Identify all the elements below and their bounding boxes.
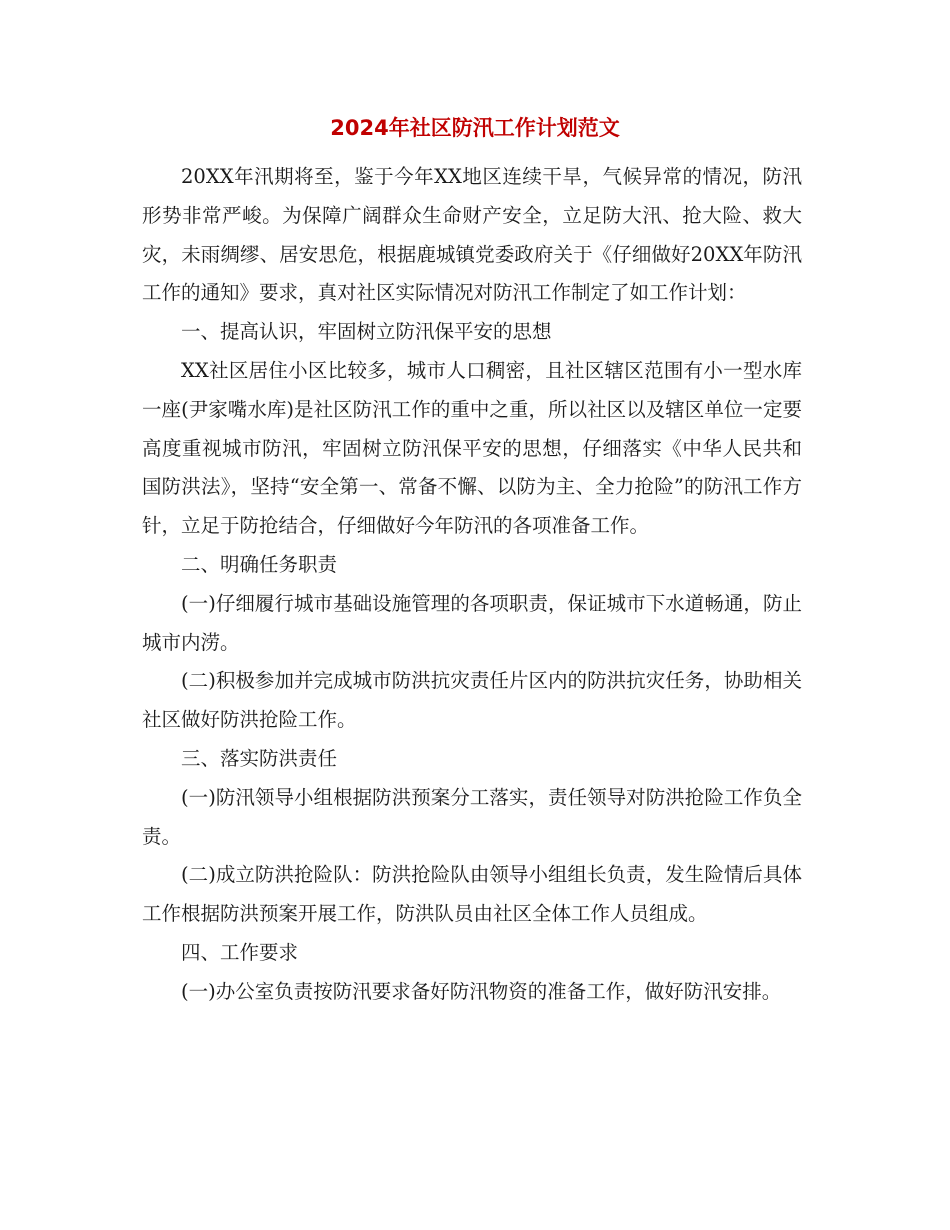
section-heading-3: 三、落实防洪责任: [181, 746, 338, 770]
paragraph-section-2-item-2: (二)积极参加并完成城市防洪抗灾责任片区内的防洪抗灾任务，协助相关社区做好防洪抢险工作。: [142, 669, 802, 732]
paragraph-section-2-item-1: (一)仔细履行城市基础设施管理的各项职责，保证城市下水道畅通，防止城市内涝。: [142, 591, 802, 654]
document-body: [142, 158, 802, 1012]
section-heading-1: 一、提高认识，牢固树立防汛保平安的思想: [181, 320, 552, 344]
section-heading-4: 四、工作要求: [181, 940, 299, 964]
paragraph-section-4-item-1: (一)办公室负责按防汛要求备好防汛物资的准备工作，做好防汛安排。: [181, 979, 782, 1003]
paragraph-section-3-item-1: (一)防汛领导小组根据防洪预案分工落实，责任领导对防洪抢险工作负全责。: [142, 785, 802, 848]
document-title: 2024年社区防汛工作计划范文: [330, 116, 620, 140]
paragraph-section-1: XX社区居住小区比较多，城市人口稠密，且社区辖区范围有小一型水库一座(尹家嘴水库)是社区防汛工作的重中之重，所以社区以及辖区单位一定要高度重视城市防汛，牢固树立防汛保平安的思想，仔细落实《中华人民共和国防洪法》，坚持“安全第一、常备不懈、以防为主、全力抢险”的防汛工作方针，立足于防抢结合，仔细做好今年防汛的各项准备工作。: [142, 358, 802, 538]
paragraph-intro: 20XX年汛期将至，鉴于今年XX地区连续干旱，气候异常的情况，防汛形势非常严峻。为保障广阔群众生命财产安全，立足防大汛、抢大险、救大灾，未雨绸缪、居安思危，根据鹿城镇党委政府关于《仔细做好20XX年防汛工作的通知》要求，真对社区实际情况对防汛工作制定了如工作计划：: [142, 165, 802, 305]
paragraph-section-3-item-2: (二)成立防洪抢险队：防洪抢险队由领导小组组长负责，发生险情后具体工作根据防洪预案开展工作，防洪队员由社区全体工作人员组成。: [142, 863, 802, 926]
section-heading-2: 二、明确任务职责: [181, 552, 338, 576]
